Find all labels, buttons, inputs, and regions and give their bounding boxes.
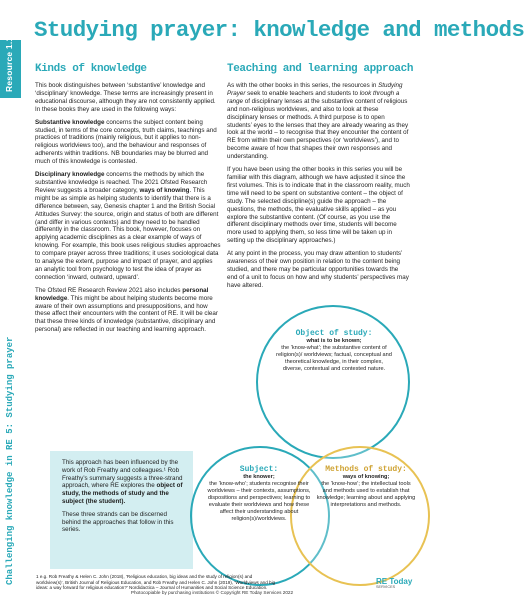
subject-label (207, 466, 311, 523)
influence-callout (50, 451, 193, 569)
methods-description: the ‘know-how’; the intellectual tools and methods used to establish that knowledge; learning about and applying interpretations and methods. (316, 481, 416, 508)
series-title: Challenging knowledge in RE 5: Studying prayer (5, 336, 15, 585)
paragraph (227, 82, 410, 161)
methods-of-study-label (316, 466, 416, 509)
resource-label: Resource 1.1 (4, 36, 14, 92)
paragraph: At any point in the process, you may draw attention to students’ awareness of their own position in relation to the content being studied, and there may be particular opportunities towards the end of a unit to focus on how and why students’ perspectives may have altered. (227, 250, 409, 289)
subject-heading: Subject: (239, 465, 279, 474)
object-subheading: what is to be known; (306, 338, 362, 344)
object-of-study-label (276, 330, 392, 373)
section-heading: Teaching and learning approach (227, 63, 414, 75)
methods-subheading: ways of knowing; (342, 474, 390, 480)
sidebar (0, 0, 21, 600)
paragraph: This book distinguishes between ‘substantive’ knowledge and ‘disciplinary’ knowledge. These terms are increasingly present in educational discourse, although they are not consistently applied. In these books they are used in the following ways: (35, 82, 216, 113)
section-heading: Kinds of knowledge (35, 63, 147, 75)
footnote-line: ideas: a way forward for religious education?’ Nordidactica – Journal of Humanities and Social Science Education. (36, 585, 268, 591)
paragraph (35, 287, 221, 334)
paragraph (62, 459, 183, 506)
text: . This might be as simple as helping students to identify that there is a difference between, say, Genesis chapter 1 and the British Social Attitudes Survey: the source, origin and status of both are different (and differ in various contexts) and they need to be handled differently in the classroom. This book, however, focuses on applying academic disciplines as a clear example of ways of knowing. For example, this book uses religious studies approaches to compare prayer across three traditions; it uses sociological data to analyse the extent, purpose and impact of prayer, and applies an analytic tool from psychology to test the idea of prayer as connection ‘inward, outward, upward’. (35, 186, 221, 281)
text: The Ofsted RE Research Review 2021 also includes (35, 286, 183, 294)
object-circle (256, 305, 410, 459)
re-today-logo (376, 578, 412, 589)
text: concerns the subject content being studied, in terms of the core concepts, truth claims, teachings and practices of traditions (mainly religious, but it applies to non-religious worldviews too), and the behaviour and responses of adherents within traditions. NB boundaries may be blurred and much of this knowledge is contested. (35, 118, 217, 166)
emphasis: look through a range (227, 89, 400, 105)
text: concerns the methods by which the substantive knowledge is reached. The 2021 Ofsted Research Review suggests a broader category, (35, 171, 208, 194)
footnote-line: 1 e.g. Rob Freathy & Helen C. John (2018), ‘Religious education, big ideas and the study of religion(s) and (36, 574, 253, 579)
book-title: Studying Prayer (227, 82, 403, 97)
methods-heading: Methods of study: (325, 465, 407, 474)
text: of disciplinary lenses at the substantive content of religious and non-religious worldviews, and also to look at these disciplinary lenses or methods. A third purpose is to open students’ eyes to the lenses that they are already wearing as they look at the world – to recognise that they encounter the content of RE from within their own perspectives (or ‘worldviews’), and to become aware of how that shapes their own responses and understanding. (227, 97, 409, 161)
subject-circle (190, 446, 330, 586)
footnote (36, 574, 398, 591)
text: This approach has been influenced by the work of Rob Freathy and colleagues.¹ Rob Freathy’s summary suggests a three-strand approach, where RE explores the (62, 459, 183, 490)
teaching-approach-section (227, 63, 414, 295)
kinds-of-knowledge-section (35, 63, 221, 339)
term: object of study, the methods of study and the subject (the student). (62, 482, 183, 505)
paragraph: These three strands can be discerned behind the approaches that follow in this series. (62, 510, 174, 534)
paragraph (35, 171, 221, 282)
subject-subheading: the knower; (243, 474, 275, 480)
term: personal knowledge (35, 286, 209, 302)
term: Substantive knowledge (35, 118, 105, 126)
copyright-notice: Photocopiable by purchasing institutions © Copyright RE Today Services 2022 (130, 590, 294, 595)
page-title: Studying prayer: knowledge and methods (34, 17, 524, 43)
logo-sub: SERVICES (376, 585, 396, 589)
term: Disciplinary knowledge (35, 171, 105, 179)
object-heading: Object of study: (295, 329, 373, 338)
text: seek to enable teachers and students to (245, 89, 360, 97)
paragraph: If you have been using the other books in this series you will be familiar with this diagram, although we have adjusted it since the first volumes. This is to indicate that in the classroom reality, much time will need to be spent on substantive content – the object of study. The selected discipline(s) guide the approach – the questions, the methods, the evaluative skills applied – as you explore the substantive content. (Of course, as you use the different disciplinary methods over time, students will become more used to applying them, so less time will be taken up in setting up the disciplinary approaches.) (227, 166, 410, 245)
object-description: the ‘know-what’; the substantive content of religion(s)/ worldviews; factual, conceptual and theoretical knowledge, in their complex, diverse, contextual and contested nature. (276, 345, 392, 372)
logo-name: RE Today (376, 577, 413, 586)
term: ways of knowing (139, 186, 190, 194)
footnote-line: worldview(s)’, British Journal of Religious Education, and Rob Freathy and Helen C. John (2019), ‘Worldviews and big (36, 579, 276, 585)
methods-circle (290, 446, 430, 586)
subject-description: the ‘know-who’; students recognise their worldviews – their contexts, assumptions, dispositions and perspectives; learning to evaluate their worldviews and how these affect their understanding about religion(s)/worldviews. (207, 481, 311, 522)
paragraph (35, 119, 221, 166)
text: . This might be about helping students become more aware of their own assumptions and presuppositions, and how these affect their encounters with the content of RE. It will be clear that these three kinds of knowledge (substantive, disciplinary and personal) are reflected in our teaching and learning approach. (35, 294, 218, 334)
text: As with the other books in this series, the resources in (227, 82, 379, 89)
